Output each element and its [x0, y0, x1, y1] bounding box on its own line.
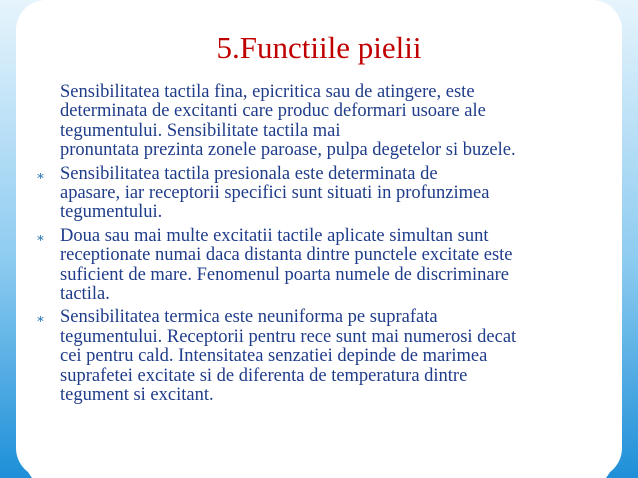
slide-body [36, 83, 606, 410]
paragraph-line: receptionate numai daca distanta dintre punctele excitate este [60, 245, 513, 266]
slide-title: 5.Functiile pielii [216, 30, 422, 65]
paragraph-4 [36, 308, 606, 405]
paragraph-line: apasare, iar receptorii specifici sunt situati in profunzimea [60, 183, 490, 204]
paragraph-line: suficient de mare. Fenomenul poarta numele de discriminare [60, 264, 509, 285]
paragraph-line: cei pentru cald. Intensitatea senzatiei depinde de marimea [60, 346, 488, 367]
paragraph-line: Sensibilitatea tactila fina, epicritica sau de atingere, este [60, 82, 475, 102]
paragraph-line: tegumentului. Sensibilitate tactila mai [60, 120, 341, 141]
paragraph-line: suprafetei excitate si de diferenta de temperatura dintre [60, 365, 468, 386]
paragraph-line: tegumentului. Receptorii pentru rece sunt mai numerosi decat [60, 326, 517, 347]
bullet-icon: ∗ [36, 167, 45, 183]
paragraph-3 [36, 227, 606, 305]
bullet-icon: ∗ [36, 311, 45, 327]
paragraph-2 [36, 165, 606, 223]
paragraph-line: Sensibilitatea termica este neuniforma pe suprafata [60, 307, 438, 328]
paragraph-line: pronuntata prezinta zonele paroase, pulpa degetelor si buzele. [60, 140, 516, 161]
paragraph-line: Sensibilitatea tactila presionala este determinata de [60, 163, 438, 184]
paragraph-line: determinata de excitanti care produc deformari usoare ale [60, 101, 486, 122]
bullet-icon: ∗ [36, 229, 45, 245]
paragraph-line: tactila. [60, 284, 110, 305]
paragraph-line: tegumentului. [60, 202, 163, 223]
paragraph-line: Doua sau mai multe excitatii tactile aplicate simultan sunt [60, 225, 489, 246]
paragraph-1 [36, 83, 606, 161]
paragraph-line: tegument si excitant. [60, 385, 214, 406]
